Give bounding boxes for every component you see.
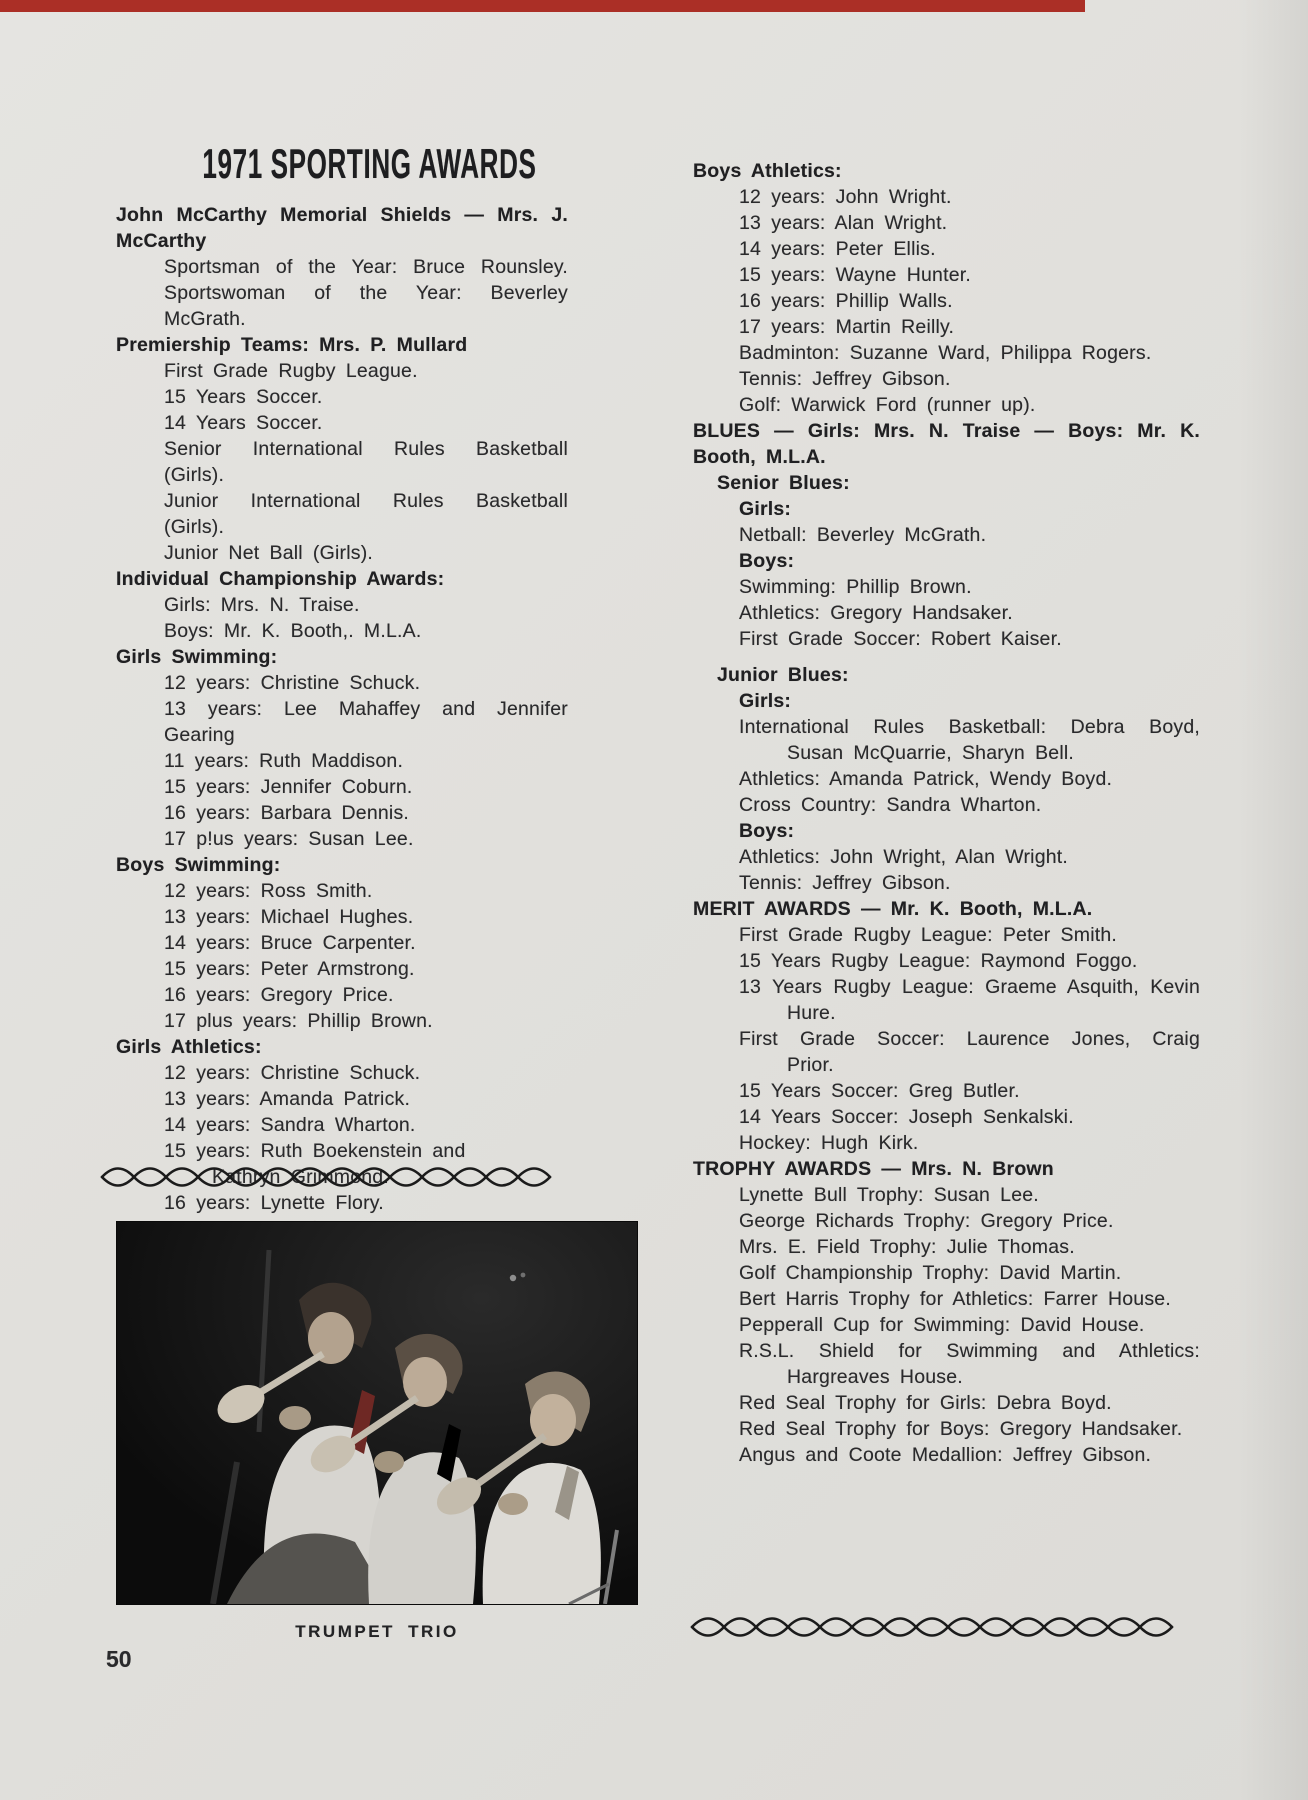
page-title: 1971 SPORTING AWARDS xyxy=(202,140,537,187)
right-column-text xyxy=(693,158,1200,1468)
right-column xyxy=(693,158,1200,1468)
rope-divider-left xyxy=(98,1160,570,1194)
text-line: Athletics: Gregory Handsaker. xyxy=(739,602,1013,624)
text-line: 16 years: Gregory Price. xyxy=(164,984,394,1006)
text-line: 14 years: Bruce Carpenter. xyxy=(164,932,416,954)
text-line: 12 years: Christine Schuck. xyxy=(164,1062,421,1084)
text-line: Mrs. E. Field Trophy: Julie Thomas. xyxy=(739,1236,1075,1258)
text-line: Senior Blues: xyxy=(717,472,850,494)
text-line: Red Seal Trophy for Girls: Debra Boyd. xyxy=(739,1392,1112,1414)
text-line: Boys: Mr. K. Booth,. M.L.A. xyxy=(164,620,422,642)
text-line: R.S.L. Shield for Swimming and Athletics: xyxy=(739,1340,1200,1362)
text-line: 13 years: Michael Hughes. xyxy=(164,906,414,928)
text-line: 11 years: Ruth Maddison. xyxy=(164,750,404,772)
text-line: Girls Swimming: xyxy=(116,646,278,668)
text-line: Badminton: Suzanne Ward, Philippa Rogers. xyxy=(739,342,1152,364)
text-line: Pepperall Cup for Swimming: David House. xyxy=(739,1314,1145,1336)
text-line: 16 years: Phillip Walls. xyxy=(739,290,953,312)
text-line: 13 Years Rugby League: Graeme Asquith, Kevin xyxy=(739,976,1200,998)
text-line: MERIT AWARDS — Mr. K. Booth, M.L.A. xyxy=(693,898,1093,920)
text-line: First Grade Rugby League. xyxy=(164,360,418,382)
text-line: Bert Harris Trophy for Athletics: Farrer House. xyxy=(739,1288,1171,1310)
text-line: John McCarthy Memorial Shields — Mrs. J. xyxy=(116,204,568,226)
text-line: Boys: xyxy=(739,820,795,842)
text-line: 12 years: John Wright. xyxy=(739,186,952,208)
text-line: Lynette Bull Trophy: Susan Lee. xyxy=(739,1184,1039,1206)
text-line: 15 years: Jennifer Coburn. xyxy=(164,776,413,798)
text-line: Sportsman of the Year: Bruce Rounsley. xyxy=(164,256,568,278)
text-line: Red Seal Trophy for Boys: Gregory Handsaker. xyxy=(739,1418,1183,1440)
text-line: TROPHY AWARDS — Mrs. N. Brown xyxy=(693,1158,1054,1180)
left-column-text xyxy=(100,202,568,1242)
text-line: Girls: xyxy=(739,498,792,520)
text-line: Athletics: John Wright, Alan Wright. xyxy=(739,846,1069,868)
text-line: 12 years: Ross Smith. xyxy=(164,880,373,902)
text-line: Sportswoman of the Year: Beverley McGrath. xyxy=(164,282,568,330)
text-line: 15 years: Wayne Hunter. xyxy=(739,264,971,286)
text-line: 13 years: Lee Mahaffey and Jennifer Gearing xyxy=(164,698,568,746)
text-line: 15 years: Ruth Boekenstein and xyxy=(164,1140,466,1162)
text-line: George Richards Trophy: Gregory Price. xyxy=(739,1210,1114,1232)
text-line: Netball: Beverley McGrath. xyxy=(739,524,987,546)
text-line: Angus and Coote Medallion: Jeffrey Gibson. xyxy=(739,1444,1152,1466)
text-line: Girls: Mrs. N. Traise. xyxy=(164,594,360,616)
text-line: First Grade Soccer: Laurence Jones, Craig xyxy=(739,1028,1200,1050)
text-line: 13 years: Alan Wright. xyxy=(739,212,948,234)
text-line: Junior International Rules Basketball (Girls). xyxy=(164,490,568,538)
text-line: Susan McQuarrie, Sharyn Bell. xyxy=(787,742,1074,764)
left-column xyxy=(100,142,568,1242)
text-line: 15 Years Soccer: Greg Butler. xyxy=(739,1080,1020,1102)
text-line: Hockey: Hugh Kirk. xyxy=(739,1132,919,1154)
text-line: Hure. xyxy=(787,1002,836,1024)
text-line: Prior. xyxy=(787,1054,834,1076)
text-line: Boys Athletics: xyxy=(693,160,842,182)
text-line: Swimming: Phillip Brown. xyxy=(739,576,972,598)
text-line: 14 years: Sandra Wharton. xyxy=(164,1114,416,1136)
text-line: 15 Years Soccer. xyxy=(164,386,323,408)
text-line: First Grade Soccer: Robert Kaiser. xyxy=(739,628,1062,650)
rope-divider-right xyxy=(688,1610,1192,1644)
text-line: 14 Years Soccer: Joseph Senkalski. xyxy=(739,1106,1074,1128)
text-line: Girls Athletics: xyxy=(116,1036,262,1058)
text-line: McCarthy xyxy=(116,230,207,252)
text-line: Boys: xyxy=(739,550,795,572)
text-line: 13 years: Amanda Patrick. xyxy=(164,1088,411,1110)
text-line: Kathryn Grimmond. xyxy=(212,1166,389,1188)
text-line: BLUES — Girls: Mrs. N. Traise — Boys: Mr. K. xyxy=(693,420,1200,442)
text-line: International Rules Basketball: Debra Boyd, xyxy=(739,716,1200,738)
text-line: Golf Championship Trophy: David Martin. xyxy=(739,1262,1122,1284)
text-line: 16 years: Barbara Dennis. xyxy=(164,802,410,824)
page-number: 50 xyxy=(106,1646,132,1672)
text-line: 17 p!us years: Susan Lee. xyxy=(164,828,414,850)
text-line: Cross Country: Sandra Wharton. xyxy=(739,794,1042,816)
trumpet-trio-illustration xyxy=(117,1222,637,1604)
text-line: Girls: xyxy=(739,690,792,712)
text-line: Athletics: Amanda Patrick, Wendy Boyd. xyxy=(739,768,1113,790)
text-line: 17 years: Martin Reilly. xyxy=(739,316,955,338)
text-line: Individual Championship Awards: xyxy=(116,568,445,590)
text-line: 14 Years Soccer. xyxy=(164,412,323,434)
text-line: Booth, M.L.A. xyxy=(693,446,826,468)
text-line: 15 years: Peter Armstrong. xyxy=(164,958,415,980)
text-line: Senior International Rules Basketball (Girls). xyxy=(164,438,568,486)
text-line: Tennis: Jeffrey Gibson. xyxy=(739,872,951,894)
text-line: 12 years: Christine Schuck. xyxy=(164,672,421,694)
scan-red-edge xyxy=(0,0,1085,12)
text-line: 16 years: Lynette Flory. xyxy=(164,1192,384,1214)
text-line: Premiership Teams: Mrs. P. Mullard xyxy=(116,334,468,356)
text-line: 14 years: Peter Ellis. xyxy=(739,238,936,260)
text-line: First Grade Rugby League: Peter Smith. xyxy=(739,924,1118,946)
scan-edge-shadow xyxy=(1238,0,1308,1800)
photo-caption: TRUMPET TRIO xyxy=(295,1622,459,1641)
text-line: Junior Net Ball (Girls). xyxy=(164,542,374,564)
text-line: Golf: Warwick Ford (runner up). xyxy=(739,394,1036,416)
text-line: Tennis: Jeffrey Gibson. xyxy=(739,368,951,390)
text-line: Junior Blues: xyxy=(717,664,849,686)
trumpet-trio-photo xyxy=(117,1222,637,1604)
text-line: Boys Swimming: xyxy=(116,854,281,876)
text-line: 17 plus years: Phillip Brown. xyxy=(164,1010,433,1032)
text-line: Hargreaves House. xyxy=(787,1366,963,1388)
text-line: 15 Years Rugby League: Raymond Foggo. xyxy=(739,950,1138,972)
